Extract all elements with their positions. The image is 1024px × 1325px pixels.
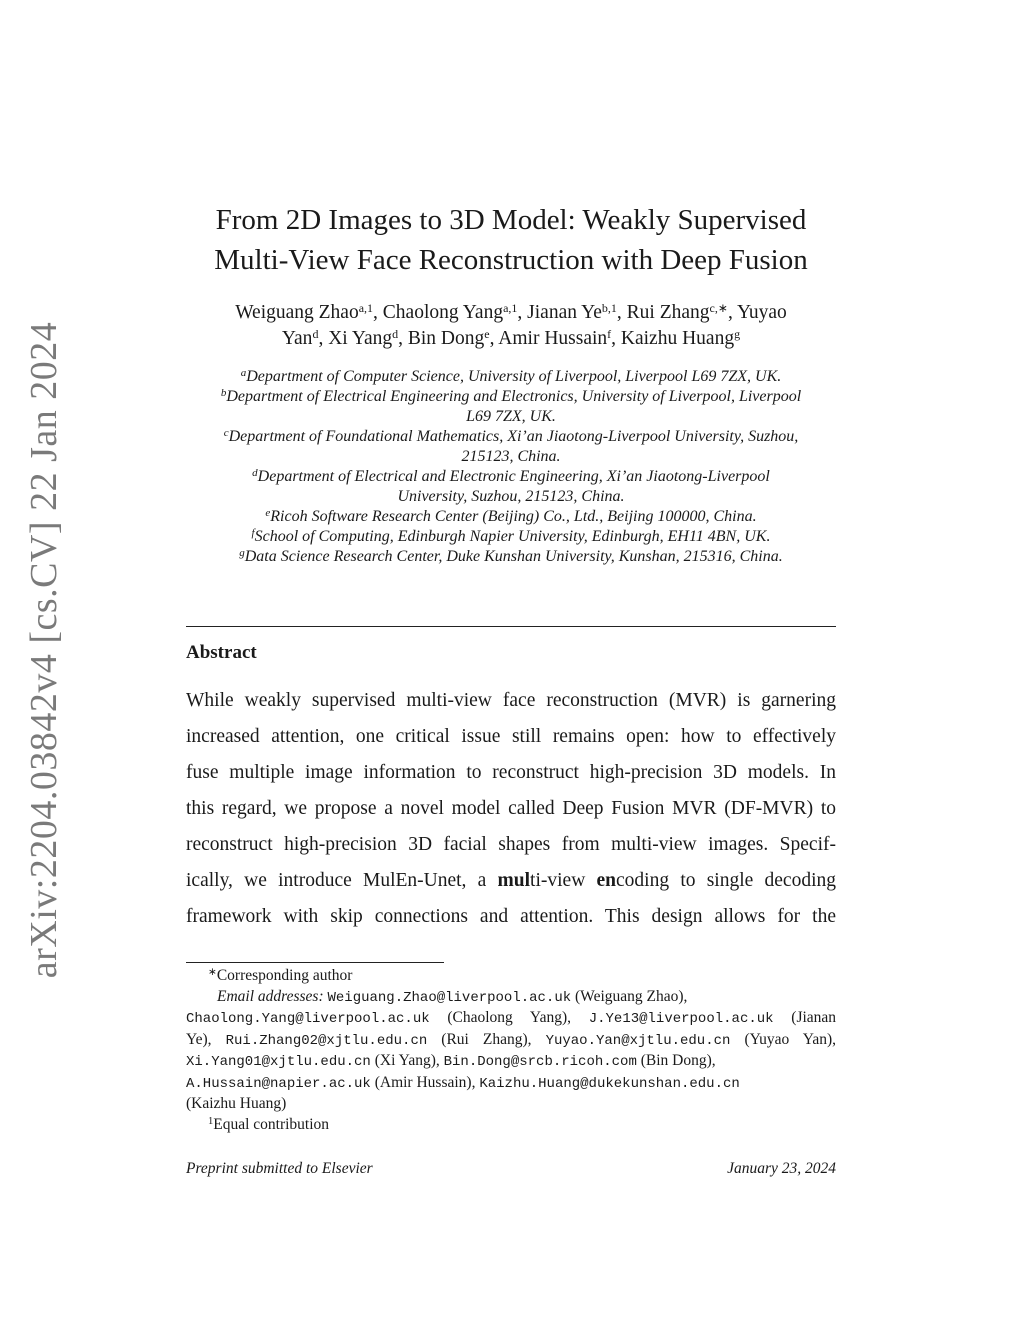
- author-name: Amir Hussain: [498, 328, 608, 349]
- author-superscript: b,1: [601, 301, 617, 315]
- author-name: Kaizhu Huang: [620, 328, 735, 349]
- email-link[interactable]: Xi.Yang01@xjtlu.edu.cn: [186, 1054, 371, 1070]
- footnote-corresponding: [186, 966, 836, 987]
- email-link[interactable]: Weiguang.Zhao@liverpool.ac.uk: [327, 989, 572, 1006]
- affiliation-c: [186, 427, 836, 447]
- author-line-1: Weiguang Zhao$^{a,1}$, Chaolong Yang$^{a,1}$, Jianan Ye$^{b,1}$, Rui Zhang$^{c,∗}$, Yuyao: [235, 301, 787, 323]
- paper-title: [186, 200, 836, 280]
- email-owner: (Yuyao Yan),: [744, 1030, 837, 1048]
- affiliation-text: Department of Electrical and Electronic Engineering, Xi’an Jiaotong-Liverpool: [257, 468, 770, 485]
- email-owner: (Xi Yang),: [374, 1052, 440, 1069]
- affiliation-mark: c: [223, 427, 229, 439]
- email-link[interactable]: Bin.Dong@srcb.ricoh.com: [443, 1054, 637, 1070]
- author-superscript: d: [312, 327, 319, 341]
- author-name: Bin Dong: [407, 328, 485, 349]
- footnote-equal-contribution: [186, 1115, 836, 1136]
- email-link[interactable]: Kaizhu.Huang@dukekunshan.edu.cn: [479, 1075, 740, 1092]
- affiliation-mark: g: [239, 547, 245, 559]
- footnote-email-line-6: (Kaizhu Huang): [186, 1095, 287, 1112]
- affiliation-d-cont: University, Suzhou, 215123, China.: [397, 488, 625, 505]
- author-superscript: d: [392, 327, 399, 341]
- email-owner: (Chaolong Yang),: [447, 1009, 571, 1026]
- author-list: [186, 300, 836, 352]
- arxiv-stamp: arXiv:2204.03842v4 [cs.CV] 22 Jan 2024: [23, 321, 65, 979]
- email-link[interactable]: J.Ye13@liverpool.ac.uk: [588, 1011, 774, 1027]
- affiliation-c-cont: 215123, China.: [461, 448, 561, 465]
- email-owner: (Amir Hussain),: [374, 1073, 476, 1091]
- author-name: Chaolong Yang: [382, 302, 504, 323]
- affiliation-text: Department of Computer Science, University of Liverpool, Liverpool L69 7ZX, UK.: [246, 368, 782, 385]
- author-superscript: c,∗: [709, 301, 728, 315]
- author-name: Jianan Ye: [527, 302, 602, 323]
- affiliation-text: School of Computing, Edinburgh Napier University, Edinburgh, EH11 4BN, UK.: [254, 528, 771, 545]
- affiliation-mark: a: [240, 367, 247, 379]
- footnote-rule: [186, 962, 444, 963]
- email-label: Email addresses:: [217, 987, 324, 1005]
- author-line-2: Yan$^d$, Xi Yang$^d$, Bin Dong$^e$, Amir Hussain$^f$, Kaizhu Huang$^g$: [281, 327, 741, 349]
- abstract-line: increased attention, one critical issue still remains open: how to effectively: [186, 726, 836, 747]
- abstract-bold: en: [596, 870, 617, 891]
- author-name: Rui Zhang: [626, 302, 710, 323]
- affiliation-mark: d: [252, 467, 258, 479]
- email-link[interactable]: A.Hussain@napier.ac.uk: [186, 1075, 371, 1092]
- email-link[interactable]: Yuyao.Yan@xjtlu.edu.cn: [545, 1032, 731, 1049]
- footnote-mark: 1: [208, 1115, 214, 1127]
- author-name: Yan: [281, 328, 313, 349]
- abstract-line: [186, 863, 836, 899]
- footnote-text: Corresponding author: [216, 967, 353, 984]
- footer-preprint-note: Preprint submitted to Elsevier: [186, 1160, 373, 1177]
- author-name: Weiguang Zhao: [235, 302, 359, 323]
- affiliation-mark: e: [265, 507, 271, 519]
- email-owner: (Bin Dong),: [640, 1052, 716, 1069]
- email-link[interactable]: Rui.Zhang02@xjtlu.edu.cn: [225, 1032, 428, 1049]
- author-name: Xi Yang: [328, 328, 393, 349]
- footnote-mark: ∗: [208, 967, 217, 978]
- affiliation-b: [186, 387, 836, 407]
- abstract-bold: mul: [497, 870, 531, 891]
- author-superscript: g: [734, 327, 741, 341]
- affiliation-text: Ricoh Software Research Center (Beijing) Co., Ltd., Beijing 100000, China.: [270, 508, 757, 525]
- affiliation-f: [186, 527, 836, 547]
- email-owner: (Weiguang Zhao),: [575, 987, 688, 1005]
- abstract-heading: Abstract: [186, 642, 257, 663]
- footnote-email-line-2: [186, 1008, 836, 1030]
- affiliation-d: [186, 467, 836, 487]
- abstract-body: [186, 683, 836, 935]
- abstract-text: coding to single decoding: [616, 870, 836, 891]
- affiliation-g: [186, 547, 836, 567]
- footnote-email-line-3: [186, 1030, 836, 1052]
- affiliation-text: Data Science Research Center, Duke Kunshan University, Kunshan, 215316, China.: [244, 548, 783, 565]
- abstract-line: reconstruct high-precision 3D facial shapes from multi-view images. Specif-: [186, 834, 836, 855]
- affiliation-e: [186, 507, 836, 527]
- footnote-email-line-1: [186, 987, 836, 1009]
- affiliation-b-cont: L69 7ZX, UK.: [466, 408, 556, 425]
- affiliation-mark: b: [220, 387, 227, 399]
- affiliation-list: [186, 367, 836, 567]
- footnote-email-line-4: [186, 1051, 836, 1073]
- footnote-text: Equal contribution: [213, 1115, 330, 1133]
- abstract-line: fuse multiple image information to reconstruct high-precision 3D models. In: [186, 762, 836, 783]
- affiliation-a: [186, 367, 836, 387]
- affiliation-text: Department of Foundational Mathematics, Xi’an Jiaotong-Liverpool University, Suzhou,: [228, 428, 799, 445]
- abstract-top-rule: [186, 626, 836, 627]
- email-owner: (Jianan: [791, 1009, 837, 1026]
- abstract-text: ically, we introduce MulEn-Unet, a: [186, 870, 498, 891]
- email-owner: Ye),: [186, 1030, 212, 1048]
- abstract-line: framework with skip connections and attention. This design allows for the: [186, 906, 836, 927]
- footer-date: January 23, 2024: [727, 1160, 836, 1177]
- affiliation-mark: f: [251, 527, 255, 539]
- footnotes: [186, 966, 836, 1135]
- email-link[interactable]: Chaolong.Yang@liverpool.ac.uk: [186, 1011, 430, 1027]
- author-superscript: a,1: [358, 301, 374, 315]
- abstract-text: ti-view: [530, 870, 597, 891]
- abstract-line: this regard, we propose a novel model called Deep Fusion MVR (DF-MVR) to: [186, 798, 836, 819]
- abstract-line: While weakly supervised multi-view face reconstruction (MVR) is garnering: [186, 690, 836, 711]
- title-line-2: Multi-View Face Reconstruction with Deep Fusion: [214, 244, 808, 276]
- author-superscript: f: [607, 327, 612, 341]
- author-superscript: e: [484, 327, 490, 341]
- title-line-1: From 2D Images to 3D Model: Weakly Supervised: [215, 204, 807, 236]
- email-owner: (Rui Zhang),: [441, 1030, 532, 1048]
- affiliation-text: Department of Electrical Engineering and Electronics, University of Liverpool, Liverpool: [226, 388, 802, 405]
- footnote-email-line-5: [186, 1073, 836, 1095]
- author-name: Yuyao: [736, 302, 787, 323]
- page-footer: [186, 1160, 836, 1178]
- author-superscript: a,1: [503, 301, 518, 315]
